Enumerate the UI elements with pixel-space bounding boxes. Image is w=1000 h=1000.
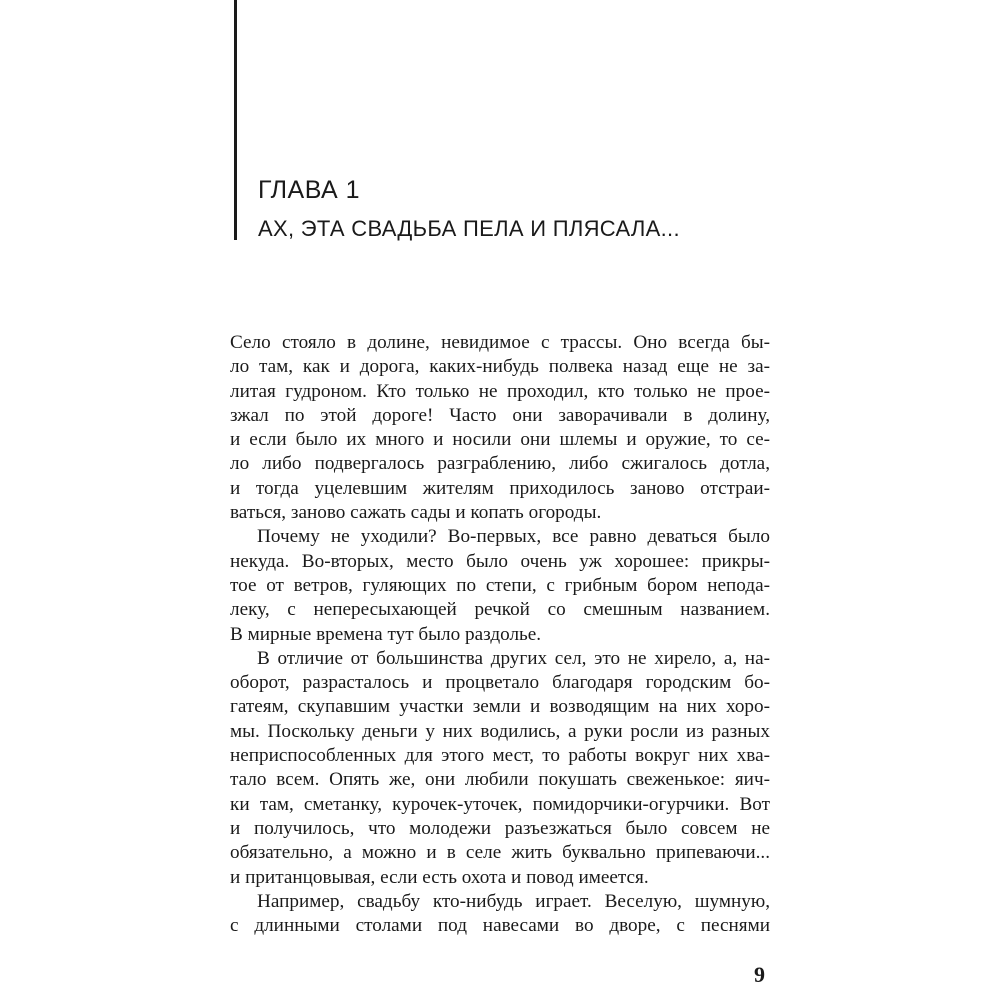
text-line: Почему не уходили? Во-первых, все равно деваться было	[257, 526, 770, 548]
text-line: и если было их много и носили они шлемы и оружие, то се-	[230, 429, 770, 451]
chapter-vertical-rule	[234, 0, 237, 240]
text-line: и пританцовывая, если есть охота и повод имеется.	[230, 866, 649, 888]
text-line: зжал по этой дороге! Часто они заворачивали в долину,	[230, 404, 770, 426]
text-line: и тогда уцелевшим жителям приходилось заново отстраи-	[230, 477, 770, 499]
text-line: некуда. Во-вторых, место было очень уж хорошее: прикры-	[230, 550, 770, 572]
text-line: В отличие от большинства других сел, это не хирело, а, на-	[257, 647, 770, 669]
text-line: ки там, сметанку, курочек-уточек, помидорчики-огурчики. Вот	[230, 793, 770, 815]
text-line: и получилось, что молодежи разъезжаться было совсем не	[230, 817, 770, 839]
page-number: 9	[754, 962, 765, 987]
chapter-number: ГЛАВА 1	[258, 176, 361, 204]
text-line: леку, с непересыхающей речкой со смешным названием.	[230, 599, 770, 621]
text-line: Село стояло в долине, невидимое с трассы. Оно всегда бы-	[230, 332, 770, 353]
text-line: обязательно, а можно и в селе жить буквально припеваючи...	[230, 842, 770, 864]
text-line: мы. Поскольку деньги у них водились, а руки росли из разных	[230, 720, 770, 742]
text-line: ло либо подвергалось разграблению, либо сжигалось дотла,	[230, 453, 770, 475]
text-line: тало всем. Опять же, они любили покушать свеженькое: яич-	[230, 769, 770, 791]
text-line: В мирные времена тут было раздолье.	[230, 623, 542, 645]
text-line: Например, свадьбу кто-нибудь играет. Веселую, шумную,	[257, 890, 770, 912]
text-line: литая гудроном. Кто только не проходил, кто только не прое-	[230, 380, 770, 402]
text-line: оборот, разрасталось и процветало благодаря городским бо-	[230, 672, 770, 694]
body-text	[230, 331, 770, 938]
text-line: ваться, заново сажать сады и копать огороды.	[230, 502, 602, 524]
chapter-title: АХ, ЭТА СВАДЬБА ПЕЛА И ПЛЯСАЛА...	[258, 216, 680, 241]
text-line: гатеям, скупавшим участки земли и возводящим на них хоро-	[230, 696, 770, 718]
text-line: неприспособленных для этого мест, то работы вокруг них хва-	[230, 745, 770, 767]
text-line: ло там, как и дорога, каких-нибудь полвека назад еще не за-	[230, 356, 770, 378]
text-line: с длинными столами под навесами во дворе, с песнями	[230, 915, 770, 937]
text-line: тое от ветров, гуляющих по степи, с грибным бором непода-	[230, 574, 770, 596]
